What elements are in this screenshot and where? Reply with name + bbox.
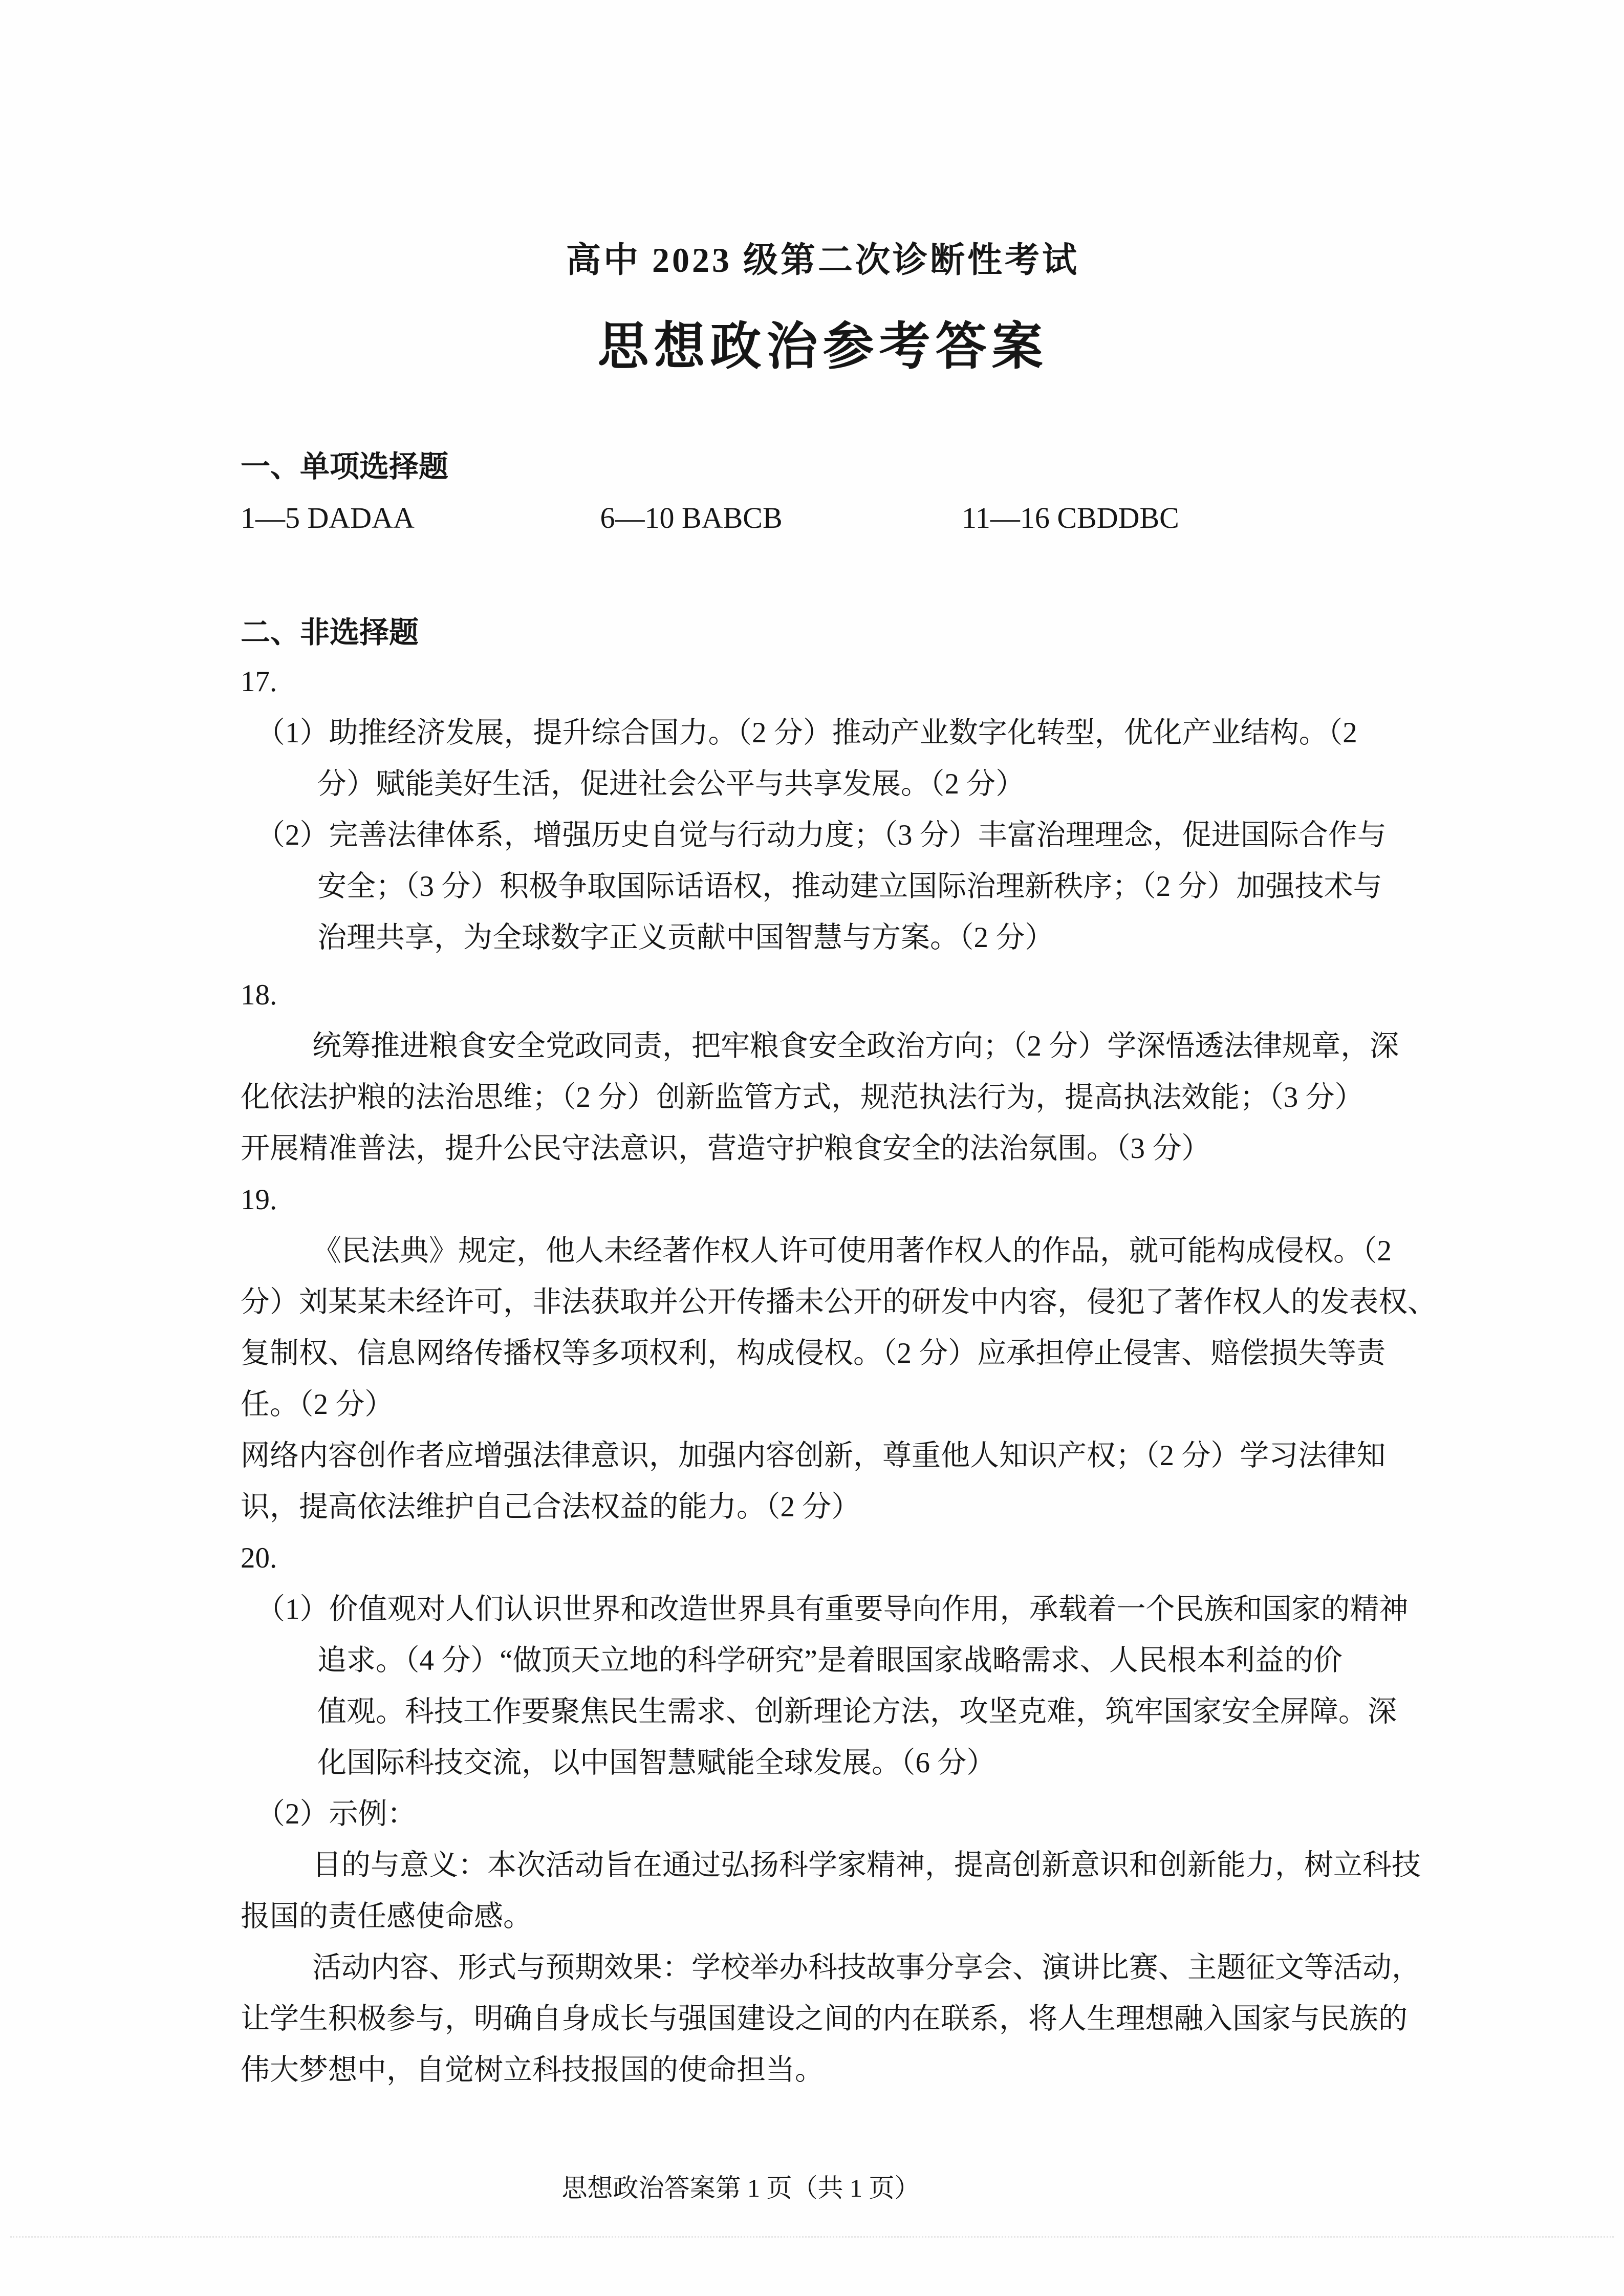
answer-line: （2）示例： bbox=[256, 1798, 417, 1830]
answer-line: 《民法典》规定，他人未经著作权人许可使用著作权人的作品，就可能构成侵权。（2 bbox=[312, 1235, 1392, 1267]
question-number: 20. bbox=[241, 1542, 277, 1574]
answer-line: 活动内容、形式与预期效果：学校举办科技故事分享会、演讲比赛、主题征文等活动， bbox=[312, 1951, 1421, 1984]
answer-line: 分）刘某某未经许可，非法获取并公开传播未公开的研发中内容，侵犯了著作权人的发表权、 bbox=[241, 1286, 1437, 1318]
answer-line: 治理共享，为全球数字正义贡献中国智慧与方案。（2 分） bbox=[317, 921, 1054, 954]
answer-line: 报国的责任感使命感。 bbox=[241, 1900, 532, 1933]
answer-line: 统筹推进粮食安全党政同责，把牢粮食安全政治方向；（2 分）学深悟透法律规章，深 bbox=[312, 1030, 1399, 1062]
answer-line: 网络内容创作者应增强法律意识，加强内容创新，尊重他人知识产权；（2 分）学习法律知 bbox=[241, 1440, 1386, 1472]
answer-line: 识，提高依法维护自己合法权益的能力。（2 分） bbox=[241, 1491, 861, 1523]
question-17 bbox=[241, 656, 1405, 963]
answer-line: （1）价值观对人们认识世界和改造世界具有重要导向作用，承载着一个民族和国家的精神 bbox=[256, 1593, 1409, 1625]
question-18 bbox=[241, 970, 1405, 1174]
question-number: 18. bbox=[241, 979, 277, 1011]
answer-line: 任。（2 分） bbox=[241, 1388, 394, 1421]
answer-line: （1）助推经济发展，提升综合国力。（2 分）推动产业数字化转型，优化产业结构。（2 bbox=[256, 717, 1357, 749]
answer-line: 追求。（4 分）“做顶天立地的科学研究”是着眼国家战略需求、人民根本利益的价 bbox=[317, 1644, 1342, 1677]
question-19 bbox=[241, 1174, 1437, 1533]
page-footer bbox=[241, 2172, 1405, 2204]
answer-group-11-16: 11—16 CBDDBC bbox=[962, 501, 1179, 534]
exam-title: 高中 2023 级第二次诊断性考试 bbox=[566, 241, 1079, 280]
subject-title: 思想政治参考答案 bbox=[597, 318, 1048, 375]
answer-line: （2）完善法律体系，增强历史自觉与行动力度；（3 分）丰富治理理念，促进国际合作与 bbox=[256, 819, 1387, 851]
answer-line: 伟大梦想中，自觉树立科技报国的使命担当。 bbox=[241, 2054, 824, 2086]
question-number: 17. bbox=[241, 666, 277, 698]
section-heading-free-response: 二、非选择题 bbox=[241, 616, 419, 649]
answer-line: 化依法护粮的法治思维；（2 分）创新监管方式，规范执法行为，提高执法效能；（3 分） bbox=[241, 1081, 1364, 1113]
answer-line: 目的与意义：本次活动旨在通过弘扬科学家精神，提高创新意识和创新能力，树立科技 bbox=[312, 1849, 1421, 1881]
section-heading-choice: 一、单项选择题 bbox=[241, 450, 449, 483]
answer-line: 让学生积极参与，明确自身成长与强国建设之间的内在联系，将人生理想融入国家与民族的 bbox=[241, 2003, 1408, 2035]
answer-group-6-10: 6—10 BABCB bbox=[600, 501, 783, 534]
choice-answers-row bbox=[241, 500, 1405, 537]
question-number: 19. bbox=[241, 1184, 277, 1216]
answer-line: 开展精准普法，提升公民守法意识，营造守护粮食安全的法治氛围。（3 分） bbox=[241, 1132, 1211, 1165]
answer-line: 化国际科技交流，以中国智慧赋能全球发展。（6 分） bbox=[317, 1747, 996, 1779]
answer-line: 复制权、信息网络传播权等多项权利，构成侵权。（2 分）应承担停止侵害、赔偿损失等责 bbox=[241, 1337, 1386, 1369]
scan-noise-line bbox=[10, 2236, 1614, 2238]
answer-line: 安全；（3 分）积极争取国际话语权，推动建立国际治理新秩序；（2 分）加强技术与 bbox=[317, 870, 1382, 903]
question-20 bbox=[241, 1533, 1421, 2096]
answer-line: 分）赋能美好生活，促进社会公平与共享发展。（2 分） bbox=[317, 768, 1025, 800]
answer-group-1-5: 1—5 DADAA bbox=[241, 501, 415, 534]
answer-line: 值观。科技工作要聚焦民生需求、创新理论方法，攻坚克难，筑牢国家安全屏障。深 bbox=[317, 1696, 1397, 1728]
document-content bbox=[241, 0, 1437, 2096]
page-number-label: 思想政治答案第 1 页（共 1 页） bbox=[561, 2174, 920, 2202]
